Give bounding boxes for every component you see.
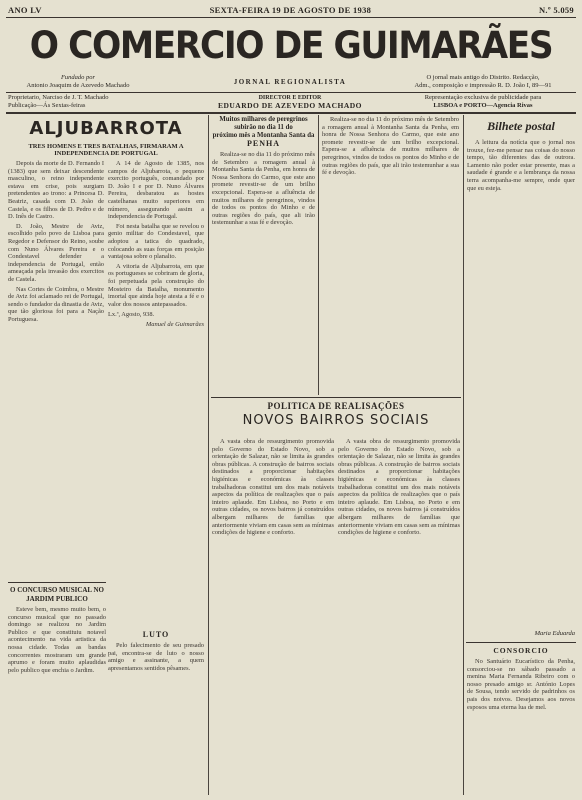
concurso-article bbox=[8, 586, 106, 796]
concurso-title-1: O CONCURSO MUSICAL NO bbox=[10, 586, 104, 594]
founder-name: Antonio Joaquim de Azevedo Machado bbox=[26, 82, 130, 89]
header-bottom-rule bbox=[6, 112, 576, 114]
penha-text: Realiza-se no dia 11 do próximo mês de Setembro a romagem anual à Montanha Santa da Penha, em honra de Nossa Senhora do Carmo, que este ano promete revestir-se de um brilho excepcional. Espera-se a afluência de muitos milhares de peregrinos, vindos de todos os pontos do Minho e de outras regiões do país, que ali irão testemunhar a sua fé e devoção. bbox=[212, 151, 315, 227]
aljubarrota-subtitle bbox=[8, 143, 204, 157]
column-rule bbox=[208, 115, 209, 795]
issue-year: ANO LV bbox=[8, 4, 42, 15]
politica-col1 bbox=[212, 438, 334, 793]
section-rule bbox=[211, 397, 461, 398]
column-rule bbox=[463, 115, 464, 795]
politica-title-2: NOVOS BAIRROS SOCIAIS bbox=[242, 413, 430, 428]
founded-label: Fundado por bbox=[60, 74, 96, 81]
representation-line-1: Representação exclusiva de publicidade para bbox=[424, 94, 542, 101]
column-rule bbox=[318, 115, 319, 395]
bilhete-article bbox=[467, 116, 575, 626]
aljubarrota-paragraph: D. João, Mestre de Aviz, escolhido pelo povo de Lisboa para Regedor e Defensor do Reino, soube com Nuno Álvares Pereira e o Condestavel defender a independencia de Portugal, então ameaçada pela invasão dos exercitos de Castela. bbox=[8, 222, 104, 283]
aljubarrota-paragraph: Depois da morte de D. Fernando I (1383) que sem deixar descendente masculino, o reino independente estava em crise, pois surgiam pretendentes ao trono: a Princesa D. Beatriz, casada com D. João de Castela, e os filhos de D. Pedro e de D. Inês de Castro. bbox=[8, 160, 104, 221]
bilhete-signature: Maria Eduarda bbox=[534, 630, 575, 637]
aljubarrota-subtitle-1: TRES HOMENS E TRES BATALHAS, FIRMARAM A bbox=[28, 143, 184, 150]
section-rule bbox=[466, 642, 576, 643]
top-rule bbox=[6, 17, 576, 18]
aljubarrota-signature: Manuel de Guimarães bbox=[145, 320, 204, 328]
aljubarrota-subtitle-2: INDEPENDENCIA DE PORTUGAL bbox=[54, 150, 158, 157]
founder-block bbox=[8, 74, 148, 90]
aljubarrota-paragraph: A vitoria de Aljubarrota, em que os portugueses se cobriram de gloria, foi perpetuada pela construção do Mosteiro da Batalha, monumento imortal que ainda hoje atesta a fé e o valor dos nossos antepassados. bbox=[108, 262, 204, 308]
director-label: DIRECTOR E EDITOR bbox=[258, 95, 322, 101]
concurso-text: Esteve bem, mesmo muito bem, o concurso musical que no passado domingo se realizou no Jardim Publico e que constituiu notavel acontecimento na vida artistica da nossa cidade. Todas as bandas concorrentes mostraram um grande aprumo e foram muito aplaudidas pelo publico que enchia o Jardim. bbox=[8, 606, 106, 674]
penha-title-3: PENHA bbox=[247, 139, 280, 148]
consorcio-text: No Santuário Eucarístico da Penha, consorciou-se no sábado passado a menina Maria Fernanda Ribeiro com o nosso presado amigo sr. António Lopes de Sousa, tendo servido de padrinhos os pais dos noivos. Desejamos aos novos esposos uma eterna lua de mel. bbox=[467, 658, 575, 711]
luto-article bbox=[108, 630, 204, 795]
bilhete-title: Bilhete postal bbox=[487, 119, 555, 133]
concurso-title bbox=[8, 586, 106, 603]
aljubarrota-col2 bbox=[108, 160, 204, 580]
politica-text-continued: A vasta obra de ressurgimento promovida pelo Governo do Estado Novo, sob a orientação de Salazar, não se limita às grandes obras públicas. A construção de bairros sociais destinados a proporcionar habitações higiénicas e económicas às classes trabalhadoras constitui um dos mais notáveis aspectos da política de realizações que o país inteiro aplaude. Em Lisboa, no Porto e em outras cidades, os novos bairros já construídos albergam milhares de famílias que anteriormente viviam em casas sem as mínimas condições de higiene e conforto. bbox=[338, 438, 460, 537]
publication-info-line-2: Adm., composição e impressão R. D. João I, 89—91 bbox=[414, 82, 552, 89]
aljubarrota-col1 bbox=[8, 160, 104, 580]
bilhete-signature-box bbox=[467, 628, 575, 640]
penha-article bbox=[212, 116, 315, 394]
representation-block bbox=[392, 94, 574, 110]
politica-text: A vasta obra de ressurgimento promovida pelo Governo do Estado Novo, sob a orientação de Salazar, não se limita às grandes obras públicas. A construção de bairros sociais destinados a proporcionar habitações higiénicas e económicas às classes trabalhadoras constitui um dos mais notáveis aspectos da política de realizações que o país inteiro aplaude. Em Lisboa, no Porto e em outras cidades, os novos bairros já construídos albergam milhares de famílias que anteriormente viviam em casas sem as mínimas condições de higiene e conforto. bbox=[212, 438, 334, 537]
aljubarrota-paragraph: A 14 de Agosto de 1385, nos campos de Aljubarrota, o pequeno exercito português, comandado por D. João I e por D. Nuno Álvares Pereira, desbaratou as hostes castelhanas muito superiores em número, assegurando assim a independencia de Portugal. bbox=[108, 160, 204, 221]
politica-title-1: POLITICA DE REALISAÇÕES bbox=[267, 401, 405, 411]
consorcio-article bbox=[467, 646, 575, 794]
masthead: O COMERCIO DE GUIMARÃES bbox=[29, 24, 553, 67]
publication-info-line-1: O jornal mais antigo do Distrito. Redacção, bbox=[426, 74, 540, 81]
concurso-title-2: JARDIM PUBLICO bbox=[26, 594, 88, 603]
luto-title: LUTO bbox=[142, 630, 170, 639]
politica-header bbox=[212, 401, 460, 433]
penha-title bbox=[212, 116, 315, 148]
issue-line bbox=[8, 3, 574, 16]
aljubarrota-paragraph: Nas Cortes de Coimbra, o Mestre de Aviz foi aclamado rei de Portugal, sendo o fundador da dinastia de Aviz, que tão gloriosa foi para a Nação Portuguesa. bbox=[8, 285, 104, 323]
penha-title-2: próximo mês a Montanha Santa da bbox=[212, 132, 315, 139]
section-rule bbox=[8, 582, 106, 583]
penha-text-continued: Realiza-se no dia 11 do próximo mês de Setembro a romagem anual à Montanha Santa da Penha, em honra de Nossa Senhora do Carmo, que este ano promete revestir-se de um brilho excepcional. Espera-se a afluência de muitos milhares de peregrinos, vindos de todos os pontos do Minho e de outras regiões do país, que ali irão testemunhar a sua fé e devoção. bbox=[322, 116, 459, 177]
issue-number: N.º 5.059 bbox=[538, 4, 574, 15]
representation-line-2: LISBOA e PORTO—Agencia Rivas bbox=[433, 102, 533, 109]
penha-title-1: Muitos milhares de peregrinos subirão no dia 11 do bbox=[219, 116, 308, 131]
penha-continuation bbox=[322, 116, 459, 394]
politica-col2 bbox=[338, 438, 460, 793]
consorcio-title: CONSORCIO bbox=[493, 646, 549, 655]
owner-block bbox=[8, 94, 178, 110]
issue-date: SEXTA-FEIRA 19 DE AGOSTO DE 1938 bbox=[209, 4, 372, 15]
director-name: EDUARDO DE AZEVEDO MACHADO bbox=[217, 101, 363, 110]
bilhete-text: A leitura da notícia que o jornal nos trouxe, fez-me pensar nas coisas do nosso tempo, tão diferentes das de outrora. Lamento não poder estar presente, mas a saudade é grande e a lembrança da nossa terra acompanha-me sempre, onde quer que eu esteja. bbox=[467, 139, 575, 192]
frequency-line: Publicação—Ás Sextas-feiras bbox=[8, 102, 86, 109]
aljubarrota-title: ALJUBARROTA bbox=[29, 118, 183, 139]
aljubarrota-paragraph: Foi nesta batalha que se revelou o genio militar do Condestavel, que adoptou a tatica do quadrado, colocando as suas forças em posição vantajosa sobre o planalto. bbox=[108, 222, 204, 261]
subtitle: JORNAL REGIONALISTA bbox=[233, 78, 347, 86]
owner-line: Proprietario, Narciso de J. T. Machado bbox=[8, 94, 109, 101]
publication-info bbox=[392, 74, 574, 90]
director-block bbox=[195, 94, 385, 110]
aljubarrota-place-date: Lx.ª, Agosto, 938. bbox=[108, 311, 155, 319]
luto-text: Pelo falecimento de seu presado pai, encontra-se de luto o nosso amigo e assinante, a quem apresentamos sentidos pêsames. bbox=[108, 642, 204, 672]
mid-rule bbox=[6, 92, 576, 93]
